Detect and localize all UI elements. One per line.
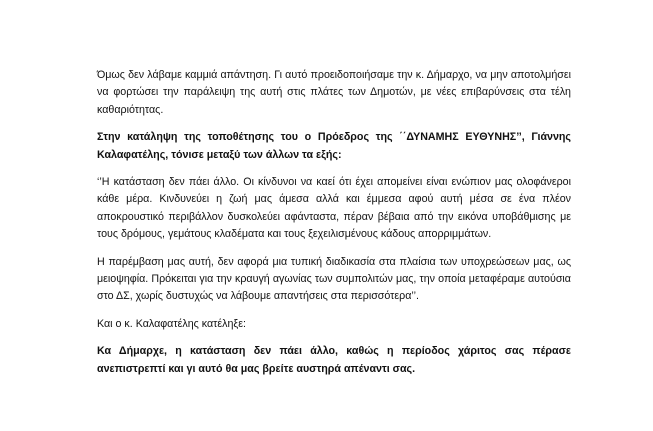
paragraph-quote-intervention: Η παρέμβαση μας αυτή, δεν αφορά μια τυπική διαδικασία στα πλαίσια των υποχρεώσεων μας, ως μειοψηφία. Πρόκειται για την κραυγή αγωνίας των συμπολιτών μας, την οποία μεταφέραμε αυτούσια στο ΔΣ, χωρίς δυστυχώς να λάβουμε απαντήσεις στα περισσότερα’’. [97,255,571,303]
paragraph-conclusion-intro: Και ο κ. Καλαφατέλης κατέληξε: [97,317,246,330]
document-body [97,67,571,388]
paragraph-no-response: Όμως δεν λάβαμε καμμιά απάντηση. Γι αυτό προειδοποιήσαμε την κ. Δήμαρχο, να μην αποτολμήσει να φορτώσει την παράλειψη της αυτή στις πλάτες των Δημοτών, με νέες επιβαρύνσεις στα τέλη καθαριότητας. [97,69,571,116]
paragraph-quote-situation: ‘’Η κατάσταση δεν πάει άλλο. Οι κίνδυνοι να καεί ότι έχει απομείνει είναι ενώπιον μας ολοφάνεροι κάθε μέρα. Κινδυνεύει η ζωή μας άμεσα αλλά και έμμεσα αφού αυτή μέσα σε ένα πλέον αποκρουστικό περιβάλλον δυσκολεύει αφάνταστα, πέραν βέβαια από την εικόνα υποβάθμισης με τους δρόμους, γεμάτους κλαδέματα και τους ξεχειλισμένους κάδους απορριμμάτων. [97,176,571,241]
paragraph-conclusion: Κα Δήμαρχε, η κατάσταση δεν πάει άλλο, καθώς η περίοδος χάριτος σας πέρασε ανεπιστρεπτί και γι αυτό θα μας βρείτε αυστηρά απέναντι σας. [97,345,571,375]
paragraph-president-intro: Στην κατάληψη της τοποθέτησης του ο Πρόεδρος της ΄΄ΔΥΝΑΜΗΣ ΕΥΘΥΝΗΣ’’, Γιάννης Καλαφατέλης, τόνισε μεταξύ των άλλων τα εξής: [97,131,571,161]
